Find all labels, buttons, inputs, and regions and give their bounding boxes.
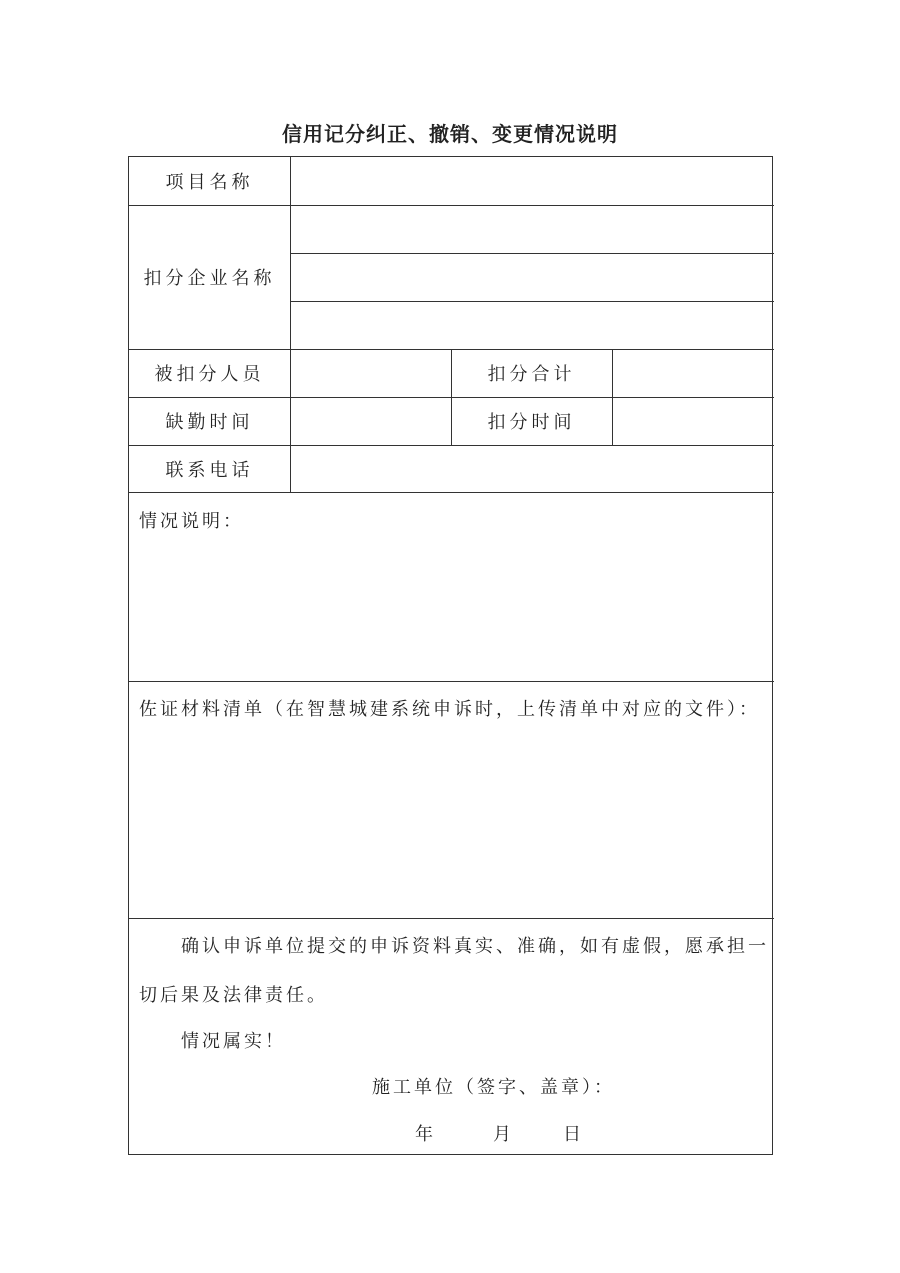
situation-label: 情况说明： xyxy=(139,511,244,532)
row-divider xyxy=(129,918,774,919)
absence-time-field[interactable] xyxy=(291,397,451,445)
deduction-time-label: 扣分时间 xyxy=(487,412,576,433)
contact-phone-label: 联系电话 xyxy=(165,459,254,481)
signature-label: 施工单位（签字、盖章）： xyxy=(372,1077,615,1098)
deducted-company-field-3[interactable] xyxy=(291,301,773,349)
declaration-line-2: 切后果及法律责任。 xyxy=(139,985,328,1006)
deducted-company-label: 扣分企业名称 xyxy=(143,268,276,289)
deducted-person-field[interactable] xyxy=(291,349,451,397)
confirmation-text: 情况属实！ xyxy=(181,1031,286,1052)
date-year-label: 年 xyxy=(415,1124,436,1145)
contact-phone-field[interactable] xyxy=(291,445,773,492)
deduction-time-field[interactable] xyxy=(613,397,773,445)
deducted-company-field-1[interactable] xyxy=(291,205,773,253)
deducted-person-label: 被扣分人员 xyxy=(154,364,265,385)
row-divider xyxy=(129,681,774,682)
date-month-label: 月 xyxy=(493,1124,514,1145)
declaration-line-1: 确认申诉单位提交的申诉资料真实、准确，如有虚假，愿承担一 xyxy=(181,936,769,957)
row-divider xyxy=(129,492,774,493)
deducted-company-field-2[interactable] xyxy=(291,253,773,301)
credit-score-form xyxy=(128,156,773,1155)
date-day-label: 日 xyxy=(563,1124,584,1145)
total-deduction-field[interactable] xyxy=(613,349,773,397)
project-name-field[interactable] xyxy=(291,157,773,205)
absence-time-label: 缺勤时间 xyxy=(165,412,254,433)
evidence-field[interactable] xyxy=(129,723,774,918)
total-deduction-label: 扣分合计 xyxy=(487,364,576,385)
situation-field[interactable] xyxy=(129,533,774,681)
document-title: 信用记分纠正、撤销、变更情况说明 xyxy=(282,122,618,146)
evidence-label: 佐证材料清单（在智慧城建系统申诉时，上传清单中对应的文件）： xyxy=(139,699,760,720)
project-name-label: 项目名称 xyxy=(165,172,254,193)
